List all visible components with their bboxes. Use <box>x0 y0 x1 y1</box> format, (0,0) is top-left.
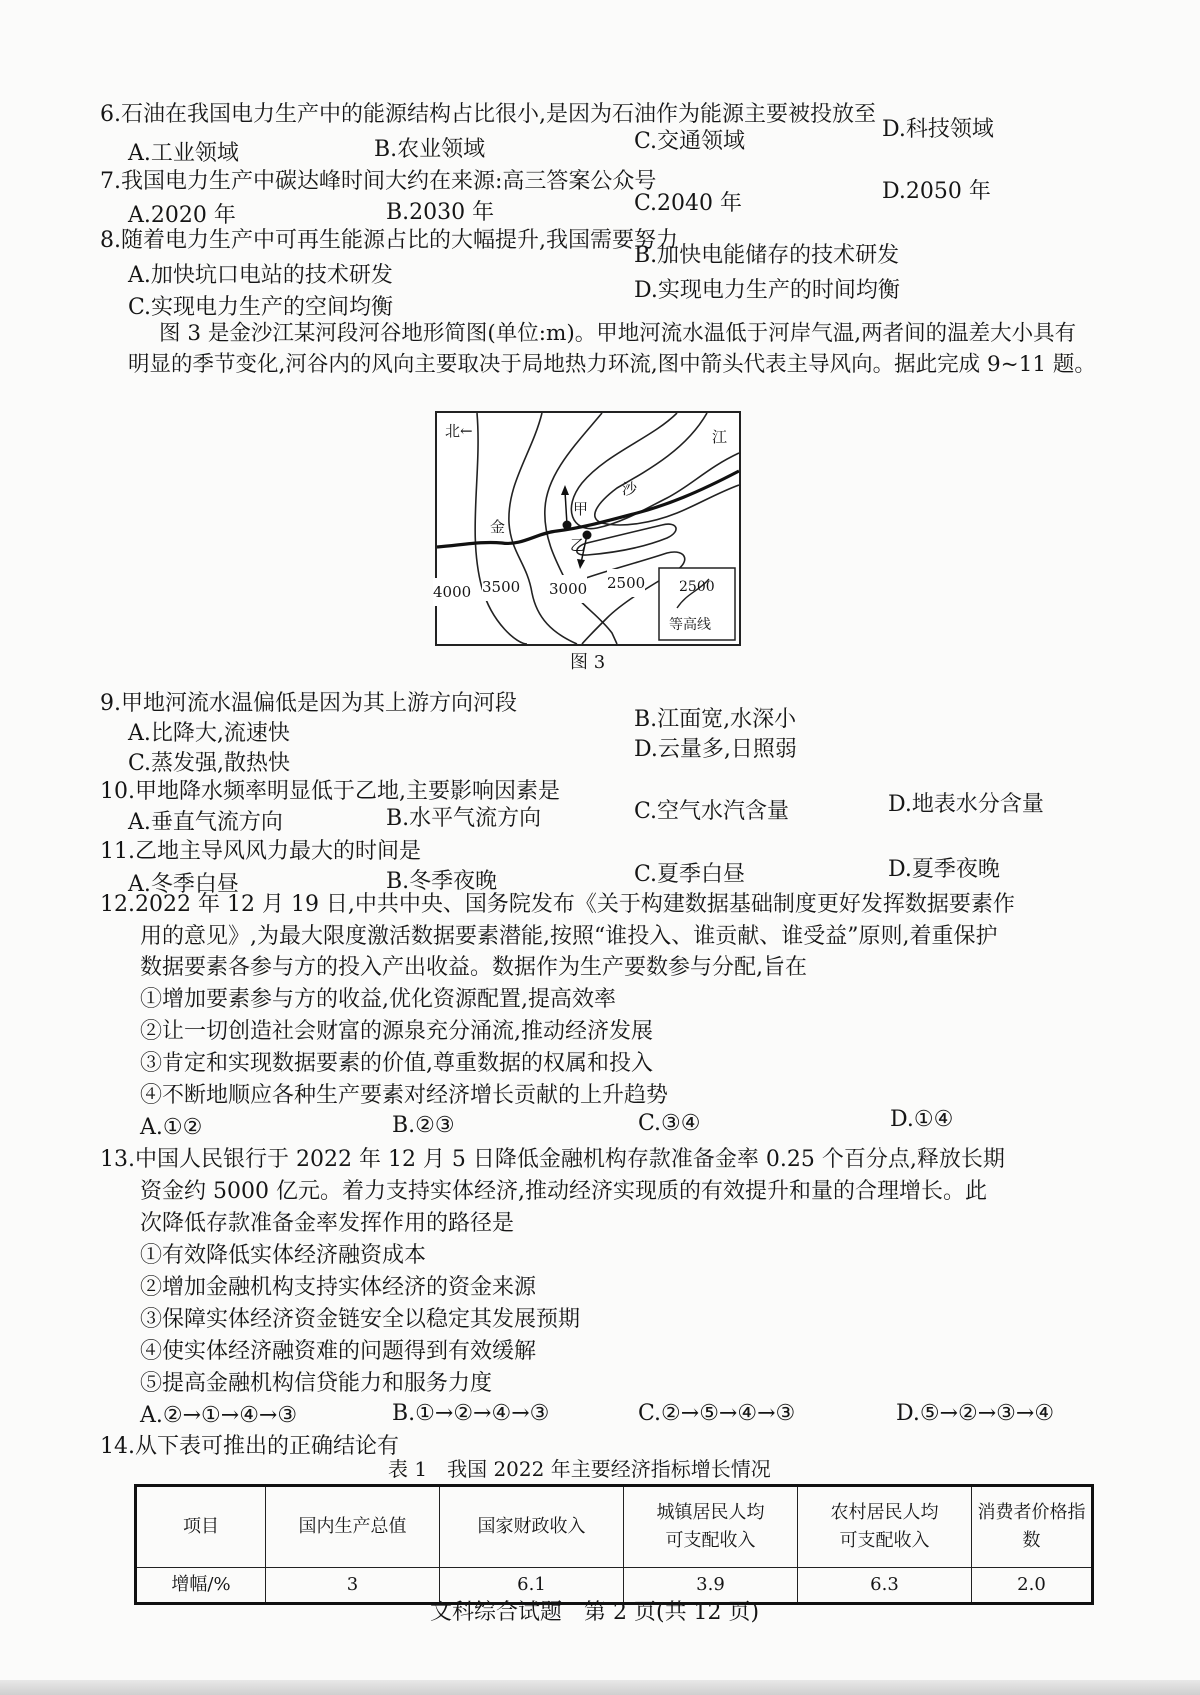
q12-item-3: ③肯定和实现数据要素的价值,尊重数据的权属和投入 <box>140 1051 653 1076</box>
point-jia-label: 甲 <box>573 500 589 518</box>
table-1-economic-indicators <box>134 1484 1094 1605</box>
q12-item-1: ①增加要素参与方的收益,优化资源配置,提高效率 <box>140 987 616 1012</box>
table-cell-urban-income: 3.9 <box>624 1568 798 1604</box>
table-cell-fiscal-revenue: 6.1 <box>440 1568 624 1604</box>
table-cell-gdp: 3 <box>266 1568 440 1604</box>
q7-option-a: A.2020 年 <box>128 203 236 228</box>
q10-option-b: B.水平气流方向 <box>386 806 542 831</box>
q13-item-1: ①有效降低实体经济融资成本 <box>140 1243 427 1268</box>
q12-option-a: A.①② <box>140 1115 203 1140</box>
q9-option-b: B.江面宽,水深小 <box>634 707 797 732</box>
table-header-row <box>136 1486 1093 1568</box>
table-cell-cpi: 2.0 <box>972 1568 1093 1604</box>
q7-option-c: C.2040 年 <box>634 191 743 216</box>
q7-option-d: D.2050 年 <box>882 179 991 204</box>
table-header-urban-income: 城镇居民人均 可支配收入 <box>624 1486 798 1568</box>
q8-option-d: D.实现电力生产的时间均衡 <box>634 278 900 303</box>
table-header-gdp: 国内生产总值 <box>266 1486 440 1568</box>
q11-option-a: A.冬季白昼 <box>128 872 239 897</box>
q8-option-c: C.实现电力生产的空间均衡 <box>128 295 394 320</box>
river-label-sha: 沙 <box>622 480 638 498</box>
q8-option-b: B.加快电能储存的技术研发 <box>634 243 900 268</box>
point-jia-marker <box>563 521 572 530</box>
q13-stem-line-2: 资金约 5000 亿元。着力支持实体经济,推动经济实现质的有效提升和量的合理增长。此 <box>140 1179 987 1204</box>
q11-option-b: B.冬季夜晚 <box>386 869 498 894</box>
q13-option-c: C.②→⑤→④→③ <box>638 1401 796 1426</box>
intro-9-11: 图 3 是金沙江某河段河谷地形简图(单位:m)。甲地河流水温低于河岸气温,两者间的温差大小具有明显的季节变化,河谷内的风向主要取决于局地热力环流,图中箭头代表主导风向。据此完成 9~11 题。 <box>128 321 1096 377</box>
q9-option-a: A.比降大,流速快 <box>128 721 290 746</box>
q7-option-b: B.2030 年 <box>386 200 495 225</box>
q6-option-a: A.工业领域 <box>128 141 239 166</box>
q10-option-d: D.地表水分含量 <box>888 792 1044 817</box>
table-row-label: 增幅/% <box>136 1568 266 1604</box>
q10-option-c: C.空气水汽含量 <box>634 799 790 824</box>
q13-item-4: ④使实体经济融资难的问题得到有效缓解 <box>140 1339 537 1364</box>
figure-3-caption: 图 3 <box>570 652 606 673</box>
q13-stem-line-3: 次降低存款准备金率发挥作用的路径是 <box>140 1211 515 1236</box>
q9-option-c: C.蒸发强,散热快 <box>128 751 291 776</box>
q11-option-d: D.夏季夜晚 <box>888 857 1000 882</box>
q12-option-c: C.③④ <box>638 1111 701 1136</box>
q13-item-5: ⑤提高金融机构信贷能力和服务力度 <box>140 1371 493 1396</box>
q9-option-d: D.云量多,日照弱 <box>634 737 797 762</box>
q11-stem: 11.乙地主导风风力最大的时间是 <box>100 839 421 864</box>
q12-option-d: D.①④ <box>890 1107 954 1132</box>
table-cell-rural-income: 6.3 <box>798 1568 972 1604</box>
q13-option-a: A.②→①→④→③ <box>140 1403 298 1428</box>
wind-arrow-jia-head <box>561 485 569 495</box>
q6-stem: 6.石油在我国电力生产中的能源结构占比很小,是因为石油作为能源主要被投放至 <box>100 102 876 127</box>
q10-option-a: A.垂直气流方向 <box>128 810 283 835</box>
table-header-rural-income: 农村居民人均 可支配收入 <box>798 1486 972 1568</box>
q12-item-4: ④不断地顺应各种生产要素对经济增长贡献的上升趋势 <box>140 1083 669 1108</box>
legend-label: 等高线 <box>669 617 711 633</box>
figure-3-map <box>435 411 741 646</box>
q13-item-3: ③保障实体经济资金链安全以稳定其发展预期 <box>140 1307 581 1332</box>
contour-label-3000: 3000 <box>549 575 587 603</box>
q8-stem: 8.随着电力生产中可再生能源占比的大幅提升,我国需要努力 <box>100 228 678 253</box>
q6-option-c: C.交通领域 <box>634 129 746 154</box>
q7-stem: 7.我国电力生产中碳达峰时间大约在来源:高三答案公众号 <box>100 169 657 194</box>
point-yi-label: 乙 <box>570 536 586 554</box>
q13-stem-line-1: 13.中国人民银行于 2022 年 12 月 5 日降低金融机构存款准备金率 0.25 个百分点,释放长期 <box>100 1147 1005 1172</box>
scan-edge-shadow <box>0 1680 1200 1695</box>
q13-item-2: ②增加金融机构支持实体经济的资金来源 <box>140 1275 537 1300</box>
river-label-jiang: 江 <box>712 428 728 446</box>
q12-stem-line-1: 12.2022 年 12 月 19 日,中共中央、国务院发布《关于构建数据基础制度更好发挥数据要素作 <box>100 892 1015 917</box>
river-label-jin: 金 <box>490 518 506 536</box>
q10-stem: 10.甲地降水频率明显低于乙地,主要影响因素是 <box>100 779 560 804</box>
q13-option-d: D.⑤→②→③→④ <box>896 1401 1055 1426</box>
wind-arrow-jia <box>565 491 567 525</box>
contour-label-2500: 2500 <box>607 569 645 597</box>
q12-option-b: B.②③ <box>392 1113 455 1138</box>
contour-line <box>545 413 617 644</box>
q12-stem-line-2: 用的意见》,为最大限度激活数据要素潜能,按照“谁投入、谁贡献、谁受益”原则,着重保护 <box>140 924 998 949</box>
north-arrow-label: 北← <box>445 422 473 440</box>
contour-label-3500: 3500 <box>482 573 520 601</box>
q12-item-2: ②让一切创造社会财富的源泉充分涌流,推动经济发展 <box>140 1019 653 1044</box>
wind-arrow-yi-head <box>577 559 585 569</box>
q14-stem: 14.从下表可推出的正确结论有 <box>100 1434 399 1459</box>
q9-stem: 9.甲地河流水温偏低是因为其上游方向河段 <box>100 691 517 716</box>
q8-option-a: A.加快坑口电站的技术研发 <box>128 263 393 288</box>
page-footer: 文科综合试题 第 2 页(共 12 页) <box>430 1600 760 1625</box>
table-header-fiscal-revenue: 国家财政收入 <box>440 1486 624 1568</box>
legend-value: 2500 <box>679 579 715 595</box>
contour-label-4000: 4000 <box>433 578 471 606</box>
q6-option-d: D.科技领域 <box>882 117 994 142</box>
table-1-title: 表 1 我国 2022 年主要经济指标增长情况 <box>388 1457 771 1481</box>
q11-option-c: C.夏季白昼 <box>634 862 746 887</box>
q12-stem-line-3: 数据要素各参与方的投入产出收益。数据作为生产要数参与分配,旨在 <box>140 955 807 980</box>
q6-option-b: B.农业领域 <box>374 137 486 162</box>
table-header-item: 项目 <box>136 1486 266 1568</box>
q13-option-b: B.①→②→④→③ <box>392 1401 550 1426</box>
table-header-cpi: 消费者价格指数 <box>972 1486 1093 1568</box>
